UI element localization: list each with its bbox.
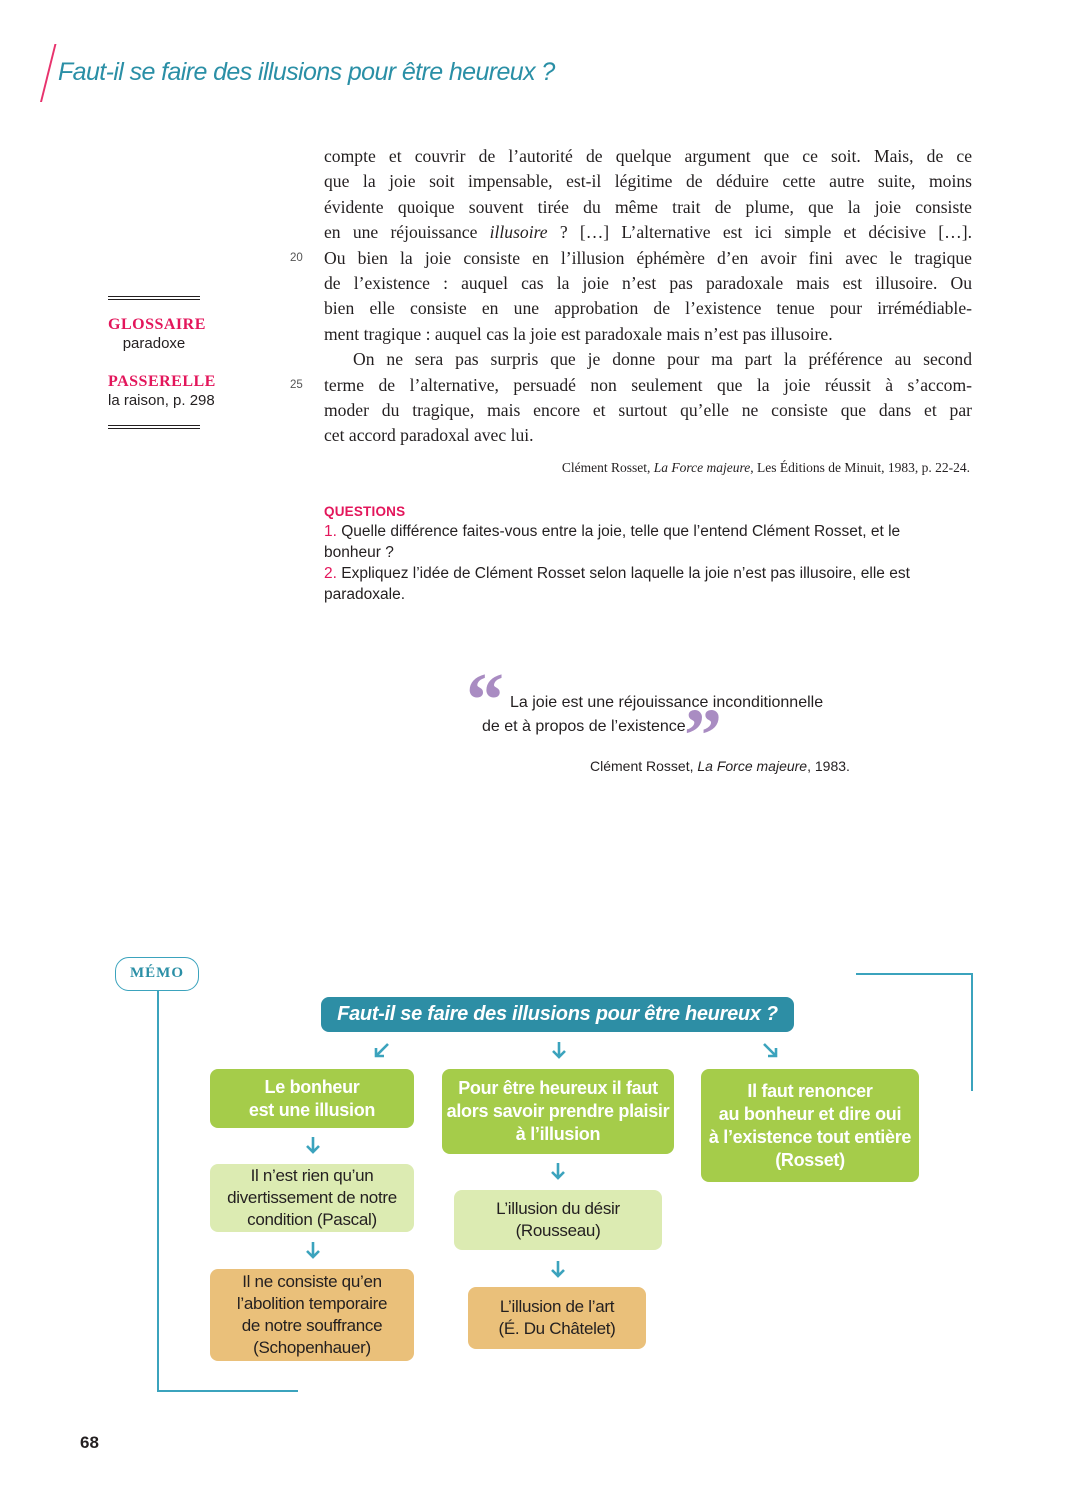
box-line: Le bonheur (264, 1076, 360, 1097)
memo-box-pascal (210, 1164, 414, 1232)
arrow-down-right-icon (760, 1040, 780, 1060)
quote-source (590, 758, 850, 774)
box-line: (Rosset) (775, 1149, 845, 1170)
questions-section (324, 504, 974, 605)
citation-work: La Force majeure (653, 460, 751, 475)
citation-details: , Les Éditions de Minuit, 1983, p. 22-24. (750, 460, 970, 475)
box-line: Il ne consiste qu’en (242, 1272, 382, 1291)
text-line: bien elle consiste en une approbation de l’existence tenue pour irrémédiable- (324, 298, 972, 319)
arrow-down-icon (549, 1040, 569, 1060)
excerpt-text (324, 144, 972, 449)
box-line: de notre souffrance (241, 1316, 383, 1335)
memo-label: MÉMO (115, 957, 199, 991)
text-segment: ? […] L’alternative est ici simple et décisive […]. (547, 222, 972, 243)
open-quote-icon: “ (466, 658, 504, 742)
question-2 (324, 563, 974, 605)
question-number: 1. (324, 523, 337, 540)
close-quote-icon: ” (684, 694, 722, 778)
quote-year: , 1983. (807, 758, 850, 774)
box-line: Pour être heureux il faut (458, 1078, 658, 1098)
text-line: cet accord paradoxal avec lui. (324, 425, 534, 446)
question-number: 2. (324, 565, 337, 582)
text-line (324, 220, 972, 245)
line-number: 25 (290, 379, 303, 391)
memo-box-schopenhauer (210, 1269, 414, 1361)
page-title: Faut-il se faire des illusions pour être heureux ? (58, 58, 555, 86)
memo-frame-top (856, 973, 973, 975)
memo-frame-left (157, 990, 159, 1392)
box-line: L’illusion du désir (496, 1199, 620, 1218)
box-line: alors savoir prendre plaisir (446, 1101, 670, 1121)
question-text: Quelle différence faites-vous entre la joie, telle que l’entend Clément Rosset, et le (336, 523, 901, 540)
question-1 (324, 521, 974, 563)
text-line: terme de l’alternative, persuadé non seulement que la joie réussit à s’accom- (324, 374, 972, 395)
box-line: au bonheur et dire oui (718, 1103, 902, 1124)
passerelle-link[interactable]: la raison, p. 298 (108, 392, 215, 409)
text-line: de l’existence : auquel cas la joie n’est pas paradoxale mais est illusoire. Ou (324, 272, 972, 293)
sidebar (108, 296, 216, 429)
text-line: ment tragique : auquel cas la joie est paradoxale mais n’est pas illusoire. (324, 323, 833, 344)
box-line: à l’existence tout entière (708, 1126, 912, 1147)
quote-author: Clément Rosset, (590, 758, 698, 774)
page-number: 68 (80, 1433, 99, 1452)
box-line: (Rousseau) (515, 1221, 601, 1240)
box-line: Il n’est rien qu’un (250, 1166, 374, 1185)
box-line: (É. Du Châtelet) (498, 1319, 616, 1338)
quote-work: La Force majeure (697, 758, 808, 774)
text-line: Ou bien la joie consiste en l’illusion éphémère d’en avoir fini avec le tragique (324, 247, 972, 268)
box-line: condition (Pascal) (247, 1210, 377, 1229)
text-line: moder du tragique, mais encore et surtout qu’elle ne consiste que dans et par (324, 399, 972, 420)
arrow-down-icon (303, 1240, 323, 1260)
arrow-down-icon (548, 1161, 568, 1181)
text-line: évidente quoique souvent tirée du même trait de plume, que la joie consiste (324, 196, 972, 217)
box-line: l’abolition temporaire (236, 1294, 388, 1313)
glossary-term-link[interactable]: paradoxe (122, 335, 186, 352)
text-line: que la joie soit impensable, est-il légitime de déduire cette autre suite, moins (324, 171, 972, 192)
glossary-heading: GLOSSAIRE (108, 316, 206, 333)
quote-line: La joie est une réjouissance inconditionnelle (510, 694, 824, 711)
box-line: divertissement de notre (227, 1188, 397, 1207)
box-line: (Schopenhauer) (253, 1338, 371, 1357)
passerelle-heading: PASSERELLE (108, 373, 216, 390)
divider (108, 425, 200, 429)
arrow-down-left-icon (372, 1040, 392, 1060)
arrow-down-icon (303, 1135, 323, 1155)
question-text: bonheur ? (324, 544, 394, 561)
memo-box-du-chatelet (468, 1287, 646, 1349)
box-line: à l’illusion (515, 1124, 601, 1144)
box-line: L’illusion de l’art (499, 1297, 615, 1316)
text-segment: en une réjouissance (324, 222, 490, 243)
citation-author: Clément Rosset, (561, 460, 654, 475)
question-text: paradoxale. (324, 586, 406, 603)
line-number: 20 (290, 252, 303, 264)
box-line: Il faut renoncer (747, 1080, 873, 1101)
question-text: Expliquez l’idée de Clément Rosset selon laquelle la joie n’est pas illusoire, elle est (336, 565, 910, 582)
memo-frame-bottom (157, 1390, 298, 1392)
text-line: compte et couvrir de l’autorité de quelque argument que ce soit. Mais, de ce (324, 146, 972, 166)
text-line: On ne sera pas surpris que je donne pour ma part la préférence au second (353, 349, 972, 370)
box-line: est une illusion (248, 1099, 376, 1120)
quote-line: de et à propos de l’existence. (482, 718, 691, 735)
questions-heading: QUESTIONS (324, 504, 406, 519)
memo-title: Faut-il se faire des illusions pour être heureux ? (321, 997, 794, 1032)
memo-box-rousseau (454, 1190, 662, 1250)
arrow-down-icon (548, 1259, 568, 1279)
emphasis-illusoire: illusoire (489, 222, 548, 243)
memo-box-bonheur-illusion (210, 1069, 414, 1128)
memo-box-plaisir-illusion (442, 1069, 674, 1154)
title-slash-decoration (40, 44, 56, 102)
memo-box-rosset (701, 1069, 919, 1182)
memo-frame-right (971, 973, 973, 1091)
citation (562, 460, 970, 476)
